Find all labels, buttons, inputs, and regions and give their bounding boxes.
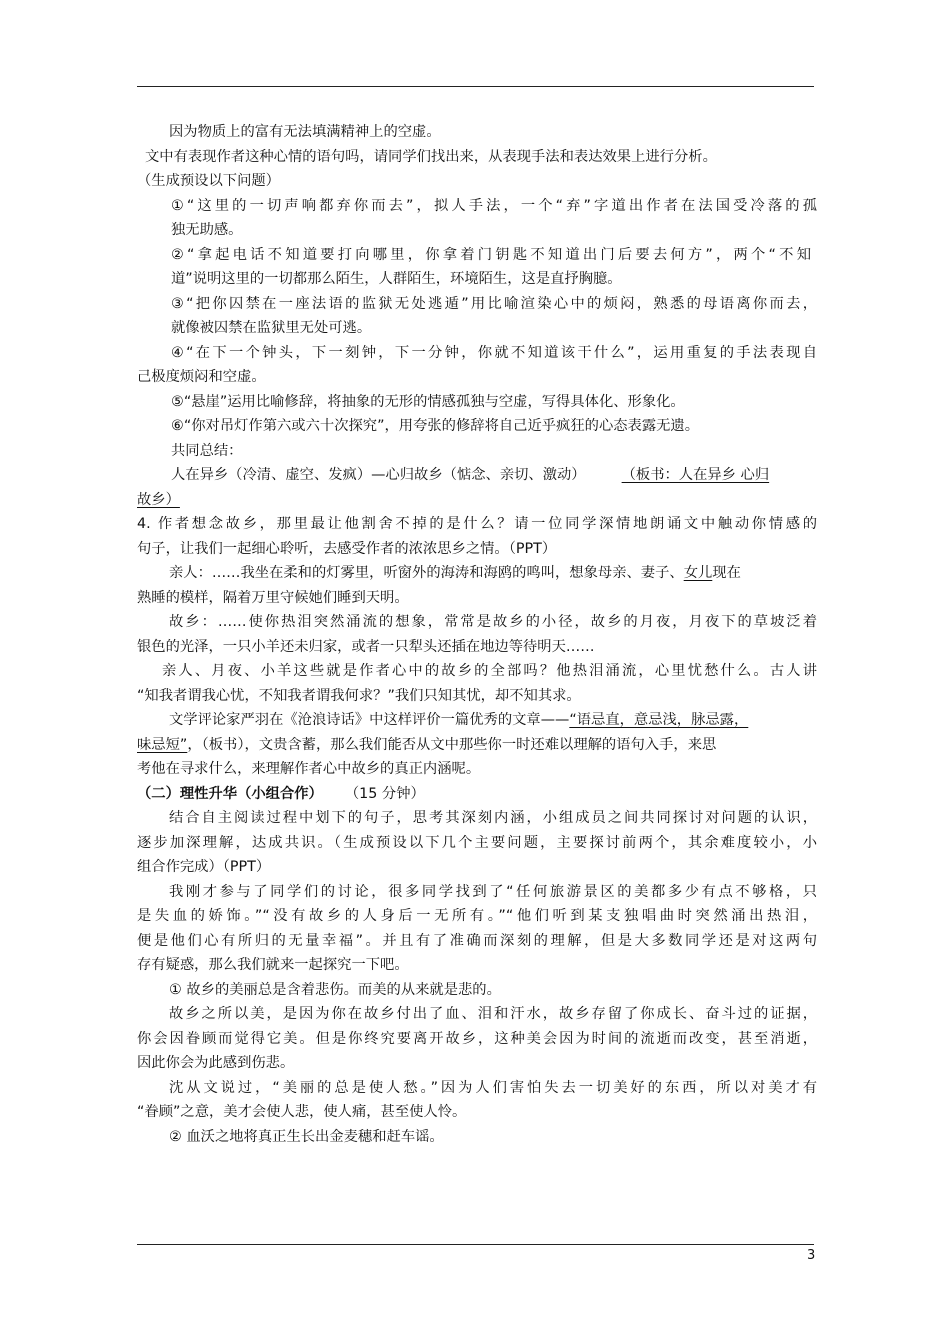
blackboard-note: 故乡） [137,491,180,508]
section-duration: （15 分钟） [344,785,425,802]
quote-line: 故乡：……使你热泪突然涌流的想象，常常是故乡的小径，故乡的月夜，月夜下的草坡泛着 [169,614,817,630]
paragraph-line: （生成预设以下问题） [137,173,280,189]
paragraph-line: 我刚才参与了同学们的讨论，很多同学找到了“任何旅游景区的美都多少有点不够格，只 [169,883,817,900]
quote-text: 亲人：……我坐在柔和的灯雾里，听窗外的海涛和海鸥的鸣叫，想象母亲、妻子、 [169,565,684,581]
paragraph-line: 结合自主阅读过程中划下的句子，思考其深刻内涵，小组成员之间共同探讨对问题的认识， [169,810,817,826]
paragraph-line: 考他在寻求什么，来理解作者心中故乡的真正内涵呢。 [137,761,481,777]
paragraph-line: 是失血的娇饰。”“没有故乡的人身后一无所有。”“他们听到某支独唱曲时突然涌出热泪， [137,908,817,924]
paragraph-line: 便是他们心有所归的无量幸福”。并且有了准确而深刻的理解，但是大多数同学还是对这两句 [137,932,817,949]
paragraph-line: 沈从文说过，“美丽的总是使人愁。”因为人们害怕失去一切美好的东西，所以对美才有 [169,1079,817,1096]
paragraph-line [137,733,817,758]
section-heading [137,782,817,807]
list-item: ⑥“你对吊灯作第六或六十次探究”，用夸张的修辞将自己近乎疯狂的心态表露无遗。 [171,418,700,434]
section-item-4: 4. 作者想念故乡，那里最让他割舍不掉的是什么？请一位同学深情地朗诵文中触动你情感的 [137,516,817,532]
paragraph-line [137,488,817,513]
quoted-critique: 味忌短” [137,736,188,753]
list-item: ③“把你囚禁在一座法语的监狱无处逃遁”用比喻渲染心中的烦闷，熟悉的母语离你而去， [171,295,817,312]
paragraph-line: 逐步加深理解，达成共识。（生成预设以下几个主要问题，主要探讨前两个，其余难度较小，小 [137,834,817,851]
page-number: 3 [807,1248,816,1263]
list-item: ②“拿起电话不知道要打向哪里，你拿着门钥匙不知道出门后要去何方”，两个“不知 [171,246,811,263]
header-rule [137,86,814,87]
paragraph-line: 就像被囚禁在监狱里无处可逃。 [171,320,372,336]
paragraph-line: 因此你会为此感到伤悲。 [137,1055,295,1071]
blackboard-note: （板书：人在异乡 心归 [621,467,770,483]
summary-text: 人在异乡（冷清、虚空、发疯）—心归故乡（惦念、亲切、激动） [171,467,586,483]
quote-text: 现在 [712,565,741,581]
paragraph-line: 组合作完成）（PPT） [137,859,271,875]
paragraph-line [137,708,817,733]
paragraph-text: 文学评论家严羽在《沧浪诗话》中这样评价一篇优秀的文章—— [169,712,570,728]
paragraph-line: 银色的光泽，一只小羊还未归家，或者一只犁头还插在地边等待明天…… [137,638,595,655]
paragraph-line: “知我者谓我心忧，不知我者谓我何求？”我们只知其忧，却不知其求。 [137,687,581,704]
list-item: ② 血沃之地将真正生长出金麦穗和赶车谣。 [169,1128,444,1145]
list-item: ⑤“悬崖”运用比喻修辞，将抽象的无形的情感孤独与空虚，写得具体化、形象化。 [171,393,685,410]
quoted-critique: “语忌直，意忌浅，脉忌露， [569,712,749,728]
paragraph-line: 因为物质上的富有无法填满精神上的空虚。 [169,124,441,140]
summary-line [137,463,817,488]
paragraph-line: 独无助感。 [171,222,243,238]
paragraph-line: 熟睡的模样，隔着万里守候她们睡到天明。 [137,589,409,606]
paragraph-line: 共同总结： [171,442,243,459]
paragraph-line: 存有疑惑，那么我们就来一起探究一下吧。 [137,957,409,973]
list-item: ④“在下一个钟头，下一刻钟，下一分钟，你就不知道该干什么”，运用重复的手法表现自 [171,344,817,361]
paragraph-line: 文中有表现作者这种心情的语句吗，请同学们找出来，从表现手法和表达效果上进行分析。 [145,148,717,165]
list-item: ①“这里的一切声响都弃你而去”，拟人手法，一个“弃”字道出作者在法国受冷落的孤 [171,197,817,214]
underlined-word: 女儿 [683,565,713,581]
paragraph-line: 故乡之所以美，是因为你在故乡付出了血、泪和汗水，故乡存留了你成长、奋斗过的证据， [169,1006,817,1022]
paragraph-line: 己极度烦闷和空虚。 [137,369,266,385]
paragraph-line: 你会因眷顾而觉得它美。但是你终究要离开故乡，这种美会因为时间的流逝而改变，甚至消逝， [137,1030,817,1047]
list-item: ① 故乡的美丽总是含着悲伤。而美的从来就是悲的。 [169,981,501,998]
section-title: （二）理性升华（小组合作） [137,785,323,802]
paragraph-line: 亲人、月夜、小羊这些就是作者心中的故乡的全部吗？他热泪涌流，心里忧愁什么。古人讲 [162,663,817,679]
document-body [137,120,817,1149]
paragraph-line: 句子，让我们一起细心聆听，去感受作者的浓浓思乡之情。（PPT） [137,540,557,557]
paragraph-line: “眷顾”之意，美才会使人悲，使人痛，甚至使人怜。 [137,1104,467,1120]
paragraph-line: 道”说明这里的一切都那么陌生，人群陌生，环境陌生，这是直抒胸臆。 [171,271,622,287]
paragraph-text: ，（板书），文贵含蓄，那么我们能否从文中那些你一时还难以理解的语句入手，来思 [187,736,717,753]
footer-rule [137,1244,814,1245]
quote-line [137,561,817,586]
